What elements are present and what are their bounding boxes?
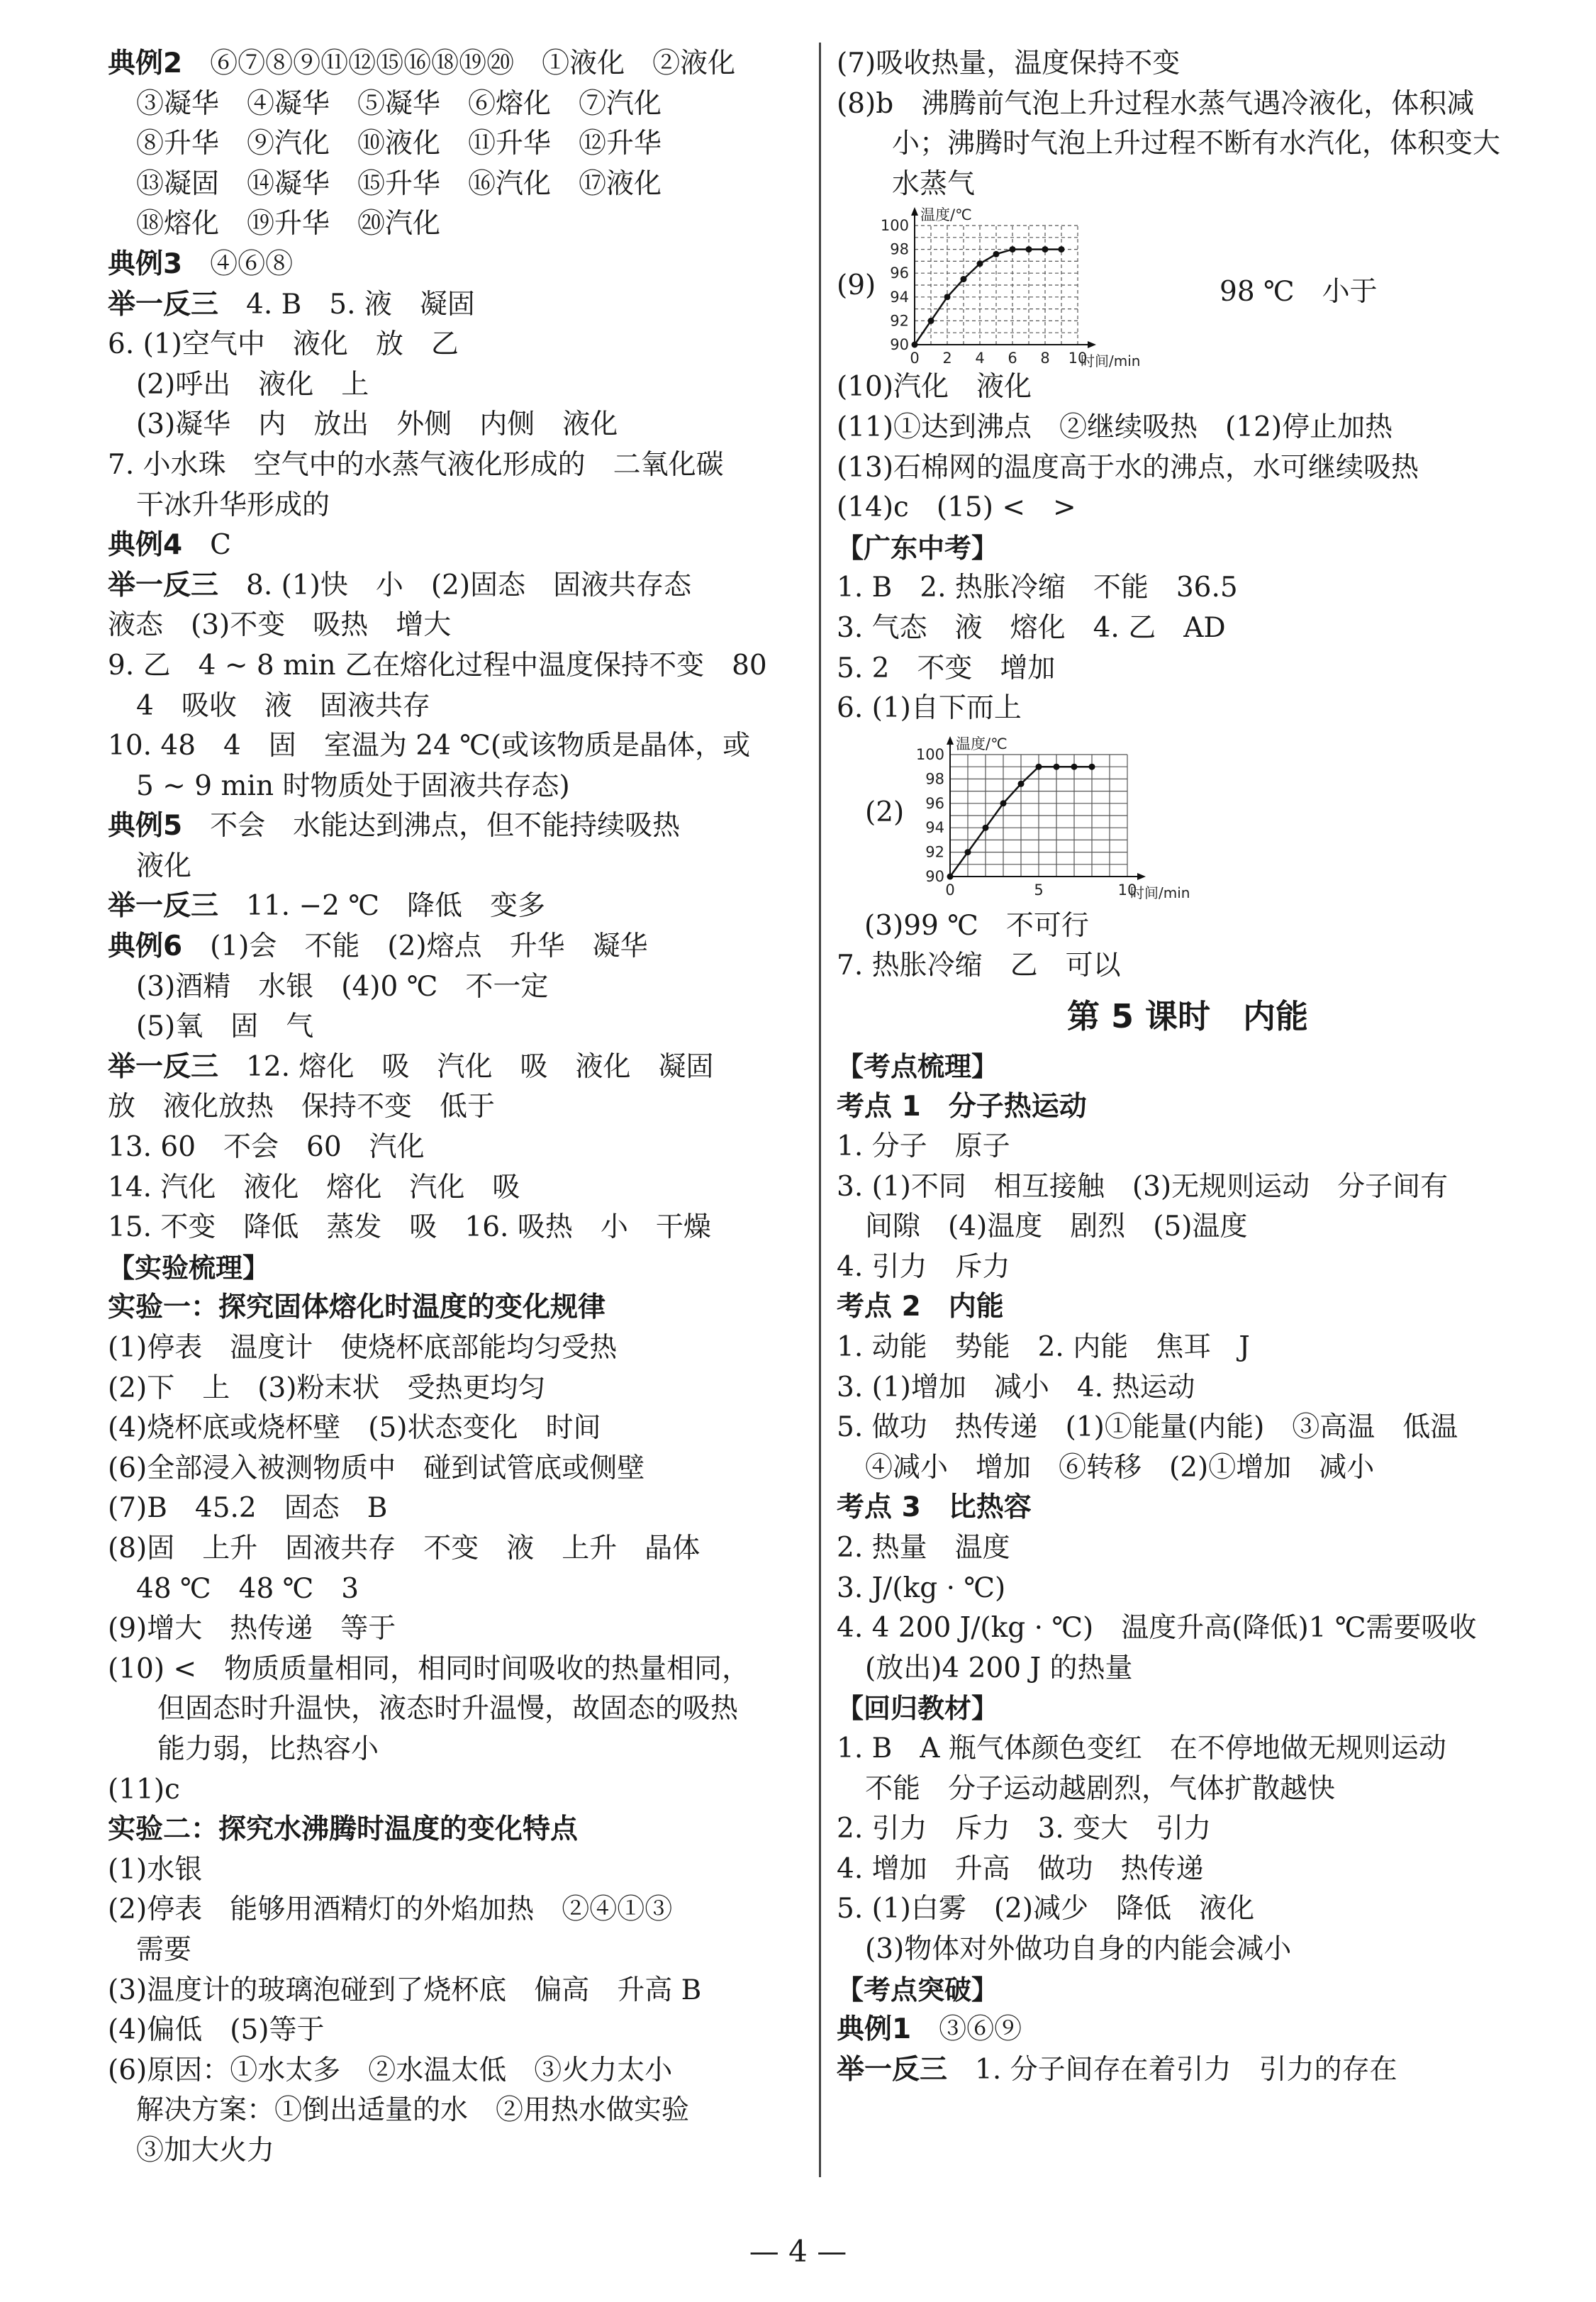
- answer-line: [837, 2050, 1539, 2091]
- y-axis-label: 温度/℃: [920, 206, 972, 224]
- line-text: (8)b 沸腾前气泡上升过程水蒸气遇冷液化，体积减: [837, 87, 1475, 120]
- answer-line: [108, 927, 803, 967]
- answer-line: [108, 1689, 803, 1730]
- line-text: 1. 分子间存在着引力 引力的存在: [975, 2053, 1397, 2086]
- answer-line: [108, 1971, 803, 2011]
- answer-line: [837, 1368, 1539, 1408]
- line-text: (3)凝华 内 放出 外侧 内侧 液化: [136, 408, 618, 441]
- line-text: (11)①达到沸点 ②继续吸热 (12)停止加热: [837, 411, 1393, 443]
- line-text: (2)下 上 (3)粉末状 受热更均匀: [108, 1372, 546, 1404]
- line-text: 4. 引力 斥力: [837, 1250, 1010, 1283]
- answer-line: [837, 689, 1539, 729]
- answer-line: [837, 1850, 1539, 1890]
- answer-line: [837, 1569, 1539, 1609]
- answer-line: [837, 84, 1539, 125]
- y-tick-label: 96: [925, 794, 944, 812]
- line-text: (13)石棉网的温度高于水的沸点，水可继续吸热: [837, 451, 1419, 484]
- subsection-heading: [837, 1287, 1539, 1328]
- line-text: 【考点突破】: [837, 1974, 999, 2006]
- answer-line: [837, 1608, 1539, 1649]
- line-text: 1. 动能 势能 2. 内能 焦耳 J: [837, 1331, 1250, 1364]
- line-text: ④⑥⑧: [210, 248, 294, 280]
- subsection-heading: [108, 1288, 803, 1328]
- line-text: 能力弱，比热容小: [157, 1733, 379, 1765]
- line-text: (7)B 45.2 固态 B: [108, 1492, 388, 1525]
- line-text: 考点 3 比热容: [837, 1491, 1032, 1524]
- line-text: ③⑥⑨: [939, 2013, 1022, 2046]
- line-text: (1)水银: [108, 1853, 203, 1886]
- y-tick-label: 92: [925, 843, 944, 861]
- subsection-heading: [108, 1810, 803, 1850]
- data-point: [1071, 763, 1078, 769]
- answer-line: [837, 165, 1539, 205]
- x-axis-arrow: [1137, 873, 1146, 880]
- line-text: 5. 2 不变 增加: [837, 652, 1056, 684]
- answer-line: [108, 2091, 803, 2131]
- answer-line: [837, 906, 1539, 947]
- line-text: ⑥⑦⑧⑨⑪⑫⑮⑯⑱⑲⑳ ①液化 ②液化: [210, 48, 736, 79]
- x-tick-label: 0: [945, 881, 955, 899]
- line-text: 但固态时升温快，液态时升温慢，故固态的吸热: [157, 1693, 739, 1725]
- answer-line: [108, 285, 803, 326]
- answer-line: [108, 1890, 803, 1930]
- section-heading: [108, 1248, 803, 1289]
- answer-line: [837, 408, 1539, 448]
- line-text: 考点 1 分子热运动: [837, 1090, 1087, 1123]
- y-tick-label: 90: [890, 336, 909, 354]
- answer-line: [837, 649, 1539, 689]
- x-axis-label: 时间/min: [1081, 352, 1141, 370]
- answer-line: [108, 445, 803, 486]
- line-text: ⑧升华 ⑨汽化 ⑩液化 ⑪升华 ⑫升华: [136, 128, 662, 160]
- y-tick-label: 92: [890, 312, 909, 330]
- x-tick-label: 8: [1040, 350, 1050, 367]
- line-text: (1)停表 温度计 使烧杯底部能均匀受热: [108, 1332, 618, 1364]
- line-text: 3. 气态 液 熔化 4. 乙 AD: [837, 611, 1226, 644]
- answer-line: [108, 566, 803, 606]
- line-text: (3)温度计的玻璃泡碰到了烧杯底 偏高 升高 B: [108, 1974, 702, 2006]
- answer-line: [108, 1087, 803, 1128]
- line-text: 小；沸腾时气泡上升过程不断有水汽化，体积变大: [837, 128, 1501, 160]
- answer-line: [108, 204, 803, 245]
- chart-2: [915, 729, 1212, 906]
- line-text: 液化: [136, 850, 192, 882]
- answer-line: [837, 1809, 1539, 1850]
- line-text: 干冰升华形成的: [136, 489, 330, 521]
- answer-line: [108, 1449, 803, 1489]
- line-text: 【回归教材】: [837, 1693, 999, 1725]
- line-text: 6. (1)空气中 液化 放 乙: [108, 328, 459, 361]
- page-number: — 4 —: [749, 2234, 847, 2269]
- answer-line: [837, 1528, 1539, 1569]
- data-point: [1010, 246, 1016, 252]
- line-text: ③凝华 ④凝华 ⑤凝华 ⑥熔化 ⑦汽化: [136, 87, 662, 120]
- answer-line: [837, 1729, 1539, 1769]
- line-text: 实验二：探究水沸腾时温度的变化特点: [108, 1813, 579, 1846]
- answer-line: [837, 367, 1539, 408]
- answer-line: [108, 245, 803, 285]
- line-text: 5 ~ 9 min 时物质处于固液共存态): [136, 769, 570, 802]
- answer-line: [108, 886, 803, 927]
- answer-line: [108, 1208, 803, 1248]
- answer-line: [837, 1930, 1539, 1970]
- answer-line: [108, 1850, 803, 1891]
- chart-1-block: [837, 204, 1539, 370]
- x-tick-label: 5: [1034, 881, 1044, 899]
- left-column: [108, 44, 803, 2171]
- line-text: 液态 (3)不变 吸热 增大: [108, 609, 452, 642]
- example-label: 举一反三: [108, 890, 219, 923]
- answer-line: [108, 1930, 803, 1971]
- answer-line: [108, 1529, 803, 1569]
- answer-line: [108, 686, 803, 727]
- y-tick-label: 90: [925, 867, 944, 885]
- line-text: 不会 水能达到沸点，但不能持续吸热: [210, 810, 681, 843]
- data-point: [993, 251, 1000, 257]
- y-tick-label: 98: [925, 770, 944, 788]
- chart-1: [880, 204, 1184, 370]
- line-text: (10)汽化 液化: [837, 371, 1032, 404]
- line-text: 2. 热量 温度: [837, 1532, 1010, 1564]
- answer-line: [108, 2011, 803, 2051]
- line-text: (9)增大 热传递 等于: [108, 1613, 396, 1645]
- line-text: (11)c: [108, 1773, 180, 1806]
- answer-line: [837, 448, 1539, 489]
- line-text: ④减小 增加 ⑥转移 (2)①增加 减小: [865, 1451, 1375, 1484]
- answer-line: [108, 967, 803, 1008]
- line-text: 12. 熔化 吸 汽化 吸 液化 凝固: [246, 1050, 714, 1083]
- line-text: 9. 乙 4 ~ 8 min 乙在熔化过程中温度保持不变 80: [108, 649, 767, 682]
- line-text: (8)固 上升 固液共存 不变 液 上升 晶体: [108, 1532, 701, 1564]
- y-tick-label: 96: [890, 265, 909, 282]
- example-label: 典例4: [108, 529, 183, 562]
- line-text: (3)酒精 水银 (4)0 ℃ 不一定: [136, 970, 549, 1003]
- subsection-heading: [837, 1488, 1539, 1528]
- line-text: (2)呼出 液化 上: [136, 368, 369, 401]
- line-text: (7)吸收热量，温度保持不变: [837, 48, 1181, 79]
- line-text: (3)99 ℃ 不可行: [837, 909, 1089, 942]
- answer-line: [108, 365, 803, 406]
- subsection-heading: [837, 1087, 1539, 1128]
- example-label: 典例6: [108, 930, 183, 963]
- answer-line: [837, 946, 1539, 986]
- y-tick-label: 100: [880, 217, 909, 235]
- answer-line: [837, 1328, 1539, 1368]
- line-text: 需要: [136, 1933, 192, 1966]
- answer-line: [108, 726, 803, 767]
- answer-line: [837, 1649, 1539, 1689]
- y-tick-label: 94: [925, 818, 944, 836]
- line-text: 10. 48 4 固 室温为 24 ℃(或该物质是晶体，或: [108, 730, 751, 762]
- answer-line: [108, 1489, 803, 1529]
- line-text: (14)c (15) < >: [837, 491, 1076, 524]
- y-tick-label: 100: [915, 745, 944, 763]
- line-text: 15. 不变 降低 蒸发 吸 16. 吸热 小 干燥: [108, 1211, 711, 1244]
- data-point: [1026, 246, 1032, 252]
- line-text: 3. (1)不同 相互接触 (3)无规则运动 分子间有: [837, 1170, 1449, 1203]
- answer-line: [108, 1408, 803, 1449]
- answer-line: [108, 1007, 803, 1047]
- line-text: 解决方案：①倒出适量的水 ②用热水做实验: [136, 2094, 690, 2127]
- y-tick-label: 98: [890, 240, 909, 258]
- line-text: 4 吸收 液 固液共存: [136, 689, 430, 722]
- line-text: ⑬凝固 ⑭凝华 ⑮升华 ⑯汽化 ⑰液化: [136, 167, 662, 200]
- line-text: 2. 引力 斥力 3. 变大 引力: [837, 1813, 1212, 1845]
- data-point: [928, 318, 934, 324]
- line-text: ⑱熔化 ⑲升华 ⑳汽化: [136, 208, 441, 240]
- answer-line: [108, 606, 803, 646]
- answer-line: [108, 84, 803, 125]
- line-text: C: [210, 529, 231, 562]
- answer-line: [108, 124, 803, 165]
- answer-line: [108, 806, 803, 847]
- answer-line: [108, 1047, 803, 1088]
- answer-line: [837, 1207, 1539, 1247]
- answer-line: [108, 2051, 803, 2091]
- line-text: 【实验梳理】: [108, 1252, 270, 1284]
- line-text: 7. 热胀冷缩 乙 可以: [837, 950, 1121, 982]
- chart-2-block: [837, 729, 1539, 906]
- line-text: 4. B 5. 液 凝固: [246, 288, 475, 321]
- section-guangdong: 【广东中考】: [837, 532, 999, 564]
- answer-line: [837, 1167, 1539, 1208]
- line-text: 不能 分子运动越剧烈，气体扩散越快: [865, 1772, 1336, 1805]
- y-axis-label: 温度/℃: [956, 735, 1008, 752]
- answer-line: [108, 1650, 803, 1690]
- line-text: 实验一：探究固体熔化时温度的变化规律: [108, 1291, 606, 1324]
- line-text: 6. (1)自下而上: [837, 692, 1022, 725]
- line-text: (5)氧 固 气: [136, 1011, 314, 1043]
- x-tick-label: 4: [975, 350, 985, 367]
- right-column: [837, 44, 1539, 2090]
- chart-2-label: (2): [865, 796, 905, 828]
- example-label: 举一反三: [108, 569, 219, 601]
- answer-line: [108, 1369, 803, 1409]
- line-text: 48 ℃ 48 ℃ 3: [136, 1572, 359, 1605]
- answer-line: [108, 2131, 803, 2172]
- answer-line: [108, 1168, 803, 1208]
- line-text: 5. (1)白雾 (2)减少 降低 液化: [837, 1893, 1255, 1925]
- y-axis-arrow: [947, 736, 954, 745]
- answer-line: [108, 1328, 803, 1369]
- data-point: [1054, 763, 1060, 769]
- answer-line: [108, 847, 803, 887]
- data-point: [965, 849, 971, 855]
- line-text: (放出)4 200 J 的热量: [865, 1652, 1133, 1684]
- example-label: 典例1: [837, 2013, 912, 2046]
- line-text: 13. 60 不会 60 汽化: [108, 1131, 425, 1164]
- answer-line: [108, 646, 803, 686]
- chart-1-label: (9): [837, 269, 876, 302]
- line-text: (1)会 不能 (2)熔点 升华 凝华: [210, 930, 648, 963]
- answer-line: [837, 1127, 1539, 1167]
- line-text: 7. 小水珠 空气中的水蒸气液化形成的 二氧化碳: [108, 448, 724, 481]
- x-tick-label: 6: [1008, 350, 1017, 367]
- data-point: [1059, 246, 1065, 252]
- answer-line: [837, 1247, 1539, 1288]
- example-label: 举一反三: [108, 288, 219, 321]
- line-text: 14. 汽化 液化 熔化 汽化 吸: [108, 1171, 520, 1203]
- x-tick-label: 10: [1068, 350, 1088, 367]
- y-axis-arrow: [911, 207, 918, 216]
- answer-line: [837, 608, 1539, 649]
- data-point: [961, 276, 967, 282]
- answer-line: [837, 2010, 1539, 2050]
- line-text: 1. B 2. 热胀冷缩 不能 36.5: [837, 572, 1238, 604]
- line-text: 3. (1)增加 减小 4. 热运动: [837, 1371, 1195, 1403]
- data-point: [1000, 800, 1007, 806]
- data-point: [947, 873, 954, 879]
- line-text: 4. 增加 升高 做功 热传递: [837, 1852, 1204, 1885]
- example-label: 举一反三: [837, 2053, 948, 2086]
- column-divider: [819, 43, 821, 2177]
- answer-line: [837, 568, 1539, 608]
- data-point: [977, 261, 983, 267]
- answer-line: [837, 44, 1539, 84]
- example-label: 典例2: [108, 48, 183, 79]
- answer-line: [837, 1889, 1539, 1930]
- example-label: 典例5: [108, 810, 183, 843]
- section-heading: [837, 1047, 1539, 1087]
- line-text: 5. 做功 热传递 (1)①能量(内能) ③高温 低温: [837, 1411, 1458, 1444]
- answer-line: [837, 1448, 1539, 1489]
- x-tick-label: 10: [1117, 881, 1137, 899]
- x-tick-label: 0: [910, 350, 920, 367]
- line-text: 4. 4 200 J/(kg · ℃) 温度升高(降低)1 ℃需要吸收: [837, 1612, 1477, 1645]
- answer-line: [108, 405, 803, 445]
- x-axis-label: 时间/min: [1130, 884, 1190, 901]
- data-point: [1089, 763, 1095, 769]
- chart-1-answer: 98 ℃ 小于: [1220, 276, 1378, 308]
- line-text: 间隙 (4)温度 剧烈 (5)温度: [865, 1211, 1248, 1243]
- answer-line: [108, 1770, 803, 1811]
- x-tick-label: 2: [942, 350, 952, 367]
- data-point: [983, 824, 989, 830]
- x-axis-arrow: [1088, 341, 1096, 348]
- line-text: 3. J/(kg · ℃): [837, 1572, 1006, 1604]
- answer-line: [837, 1769, 1539, 1810]
- line-text: (10) < 物质质量相同，相同时间吸收的热量相同，: [108, 1652, 750, 1685]
- lesson-title: 第 5 课时 内能: [1066, 996, 1309, 1035]
- data-point: [1018, 780, 1025, 786]
- line-text: 考点 2 内能: [837, 1291, 1004, 1323]
- data-point: [1036, 763, 1042, 769]
- section-heading: [837, 1689, 1539, 1729]
- example-label: 举一反三: [108, 1050, 219, 1083]
- line-text: 8. (1)快 小 (2)固态 固液共存态: [246, 569, 692, 601]
- line-text: 【考点梳理】: [837, 1050, 999, 1082]
- answer-line: [108, 1128, 803, 1168]
- answer-line: [108, 325, 803, 365]
- y-tick-label: 94: [890, 289, 909, 306]
- data-point: [1042, 246, 1049, 252]
- line-text: (4)烧杯底或烧杯壁 (5)状态变化 时间: [108, 1412, 601, 1445]
- data-point: [944, 294, 951, 301]
- line-text: ③加大火力: [136, 2134, 275, 2167]
- line-text: (2)停表 能够用酒精灯的外焰加热 ②④①③: [108, 1894, 673, 1926]
- answer-line: [837, 1408, 1539, 1448]
- line-text: 水蒸气: [837, 167, 976, 200]
- line-text: 1. 分子 原子: [837, 1130, 1010, 1163]
- line-text: 1. B A 瓶气体颜色变红 在不停地做无规则运动: [837, 1733, 1446, 1764]
- answer-line: [837, 124, 1539, 165]
- line-text: (4)偏低 (5)等于: [108, 2014, 325, 2047]
- answer-line: [108, 767, 803, 807]
- data-point: [912, 342, 918, 348]
- line-text: (3)物体对外做功自身的内能会减小: [865, 1933, 1292, 1965]
- answer-line: [837, 488, 1539, 528]
- answer-line: [108, 44, 803, 84]
- line-text: 11. −2 ℃ 降低 变多: [246, 890, 545, 923]
- answer-line: [108, 1569, 803, 1610]
- line-text: (6)全部浸入被测物质中 碰到试管底或侧壁: [108, 1452, 645, 1484]
- answer-line: [108, 165, 803, 205]
- section-heading: [837, 1970, 1539, 2011]
- answer-line: [108, 486, 803, 526]
- answer-line: [108, 1609, 803, 1650]
- answer-line: [108, 1730, 803, 1770]
- line-text: 放 液化放热 保持不变 低于: [108, 1091, 496, 1123]
- line-text: (6)原因：①水太多 ②水温太低 ③火力太小: [108, 2054, 673, 2086]
- answer-line: [108, 526, 803, 566]
- example-label: 典例3: [108, 248, 183, 280]
